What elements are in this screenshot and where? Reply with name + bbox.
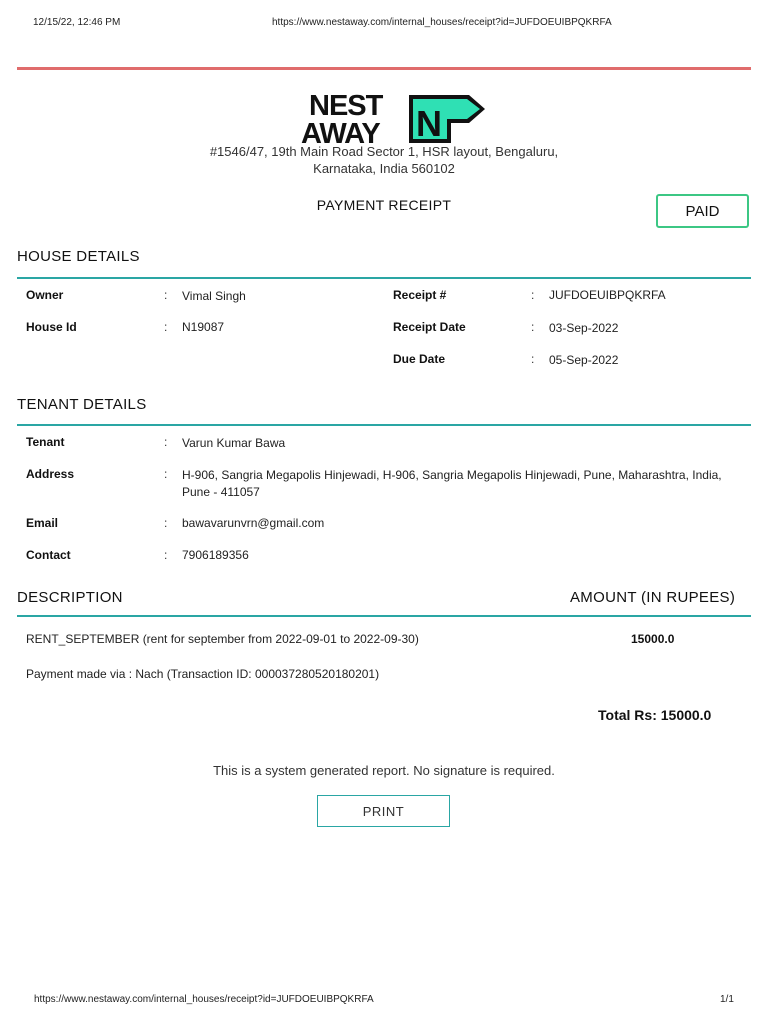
house-id-value: N19087: [182, 320, 225, 334]
tenant-details-rule: [17, 424, 751, 426]
description-rule: [17, 615, 751, 617]
description-heading: DESCRIPTION: [17, 589, 123, 606]
owner-colon: :: [164, 288, 168, 302]
status-badge: PAID: [656, 194, 749, 228]
tenant-value: Varun Kumar Bawa: [182, 436, 286, 450]
email-value: bawavarunvrn@gmail.com: [182, 516, 325, 530]
logo-line1: NEST: [309, 91, 383, 122]
logo-mark: N: [416, 103, 442, 144]
address-label: Address: [26, 467, 75, 481]
payment-method: Payment made via : Nach (Transaction ID: 000037280520180201): [26, 667, 380, 681]
print-datetime: 12/15/22, 12:46 PM: [33, 17, 121, 28]
email-label: Email: [26, 516, 59, 530]
receipt-number-value: JUFDOEUIBPQKRFA: [549, 288, 666, 302]
due-date-label: Due Date: [393, 352, 446, 366]
contact-colon: :: [164, 548, 168, 562]
page-title: PAYMENT RECEIPT: [316, 197, 452, 213]
page-number: 1/1: [720, 994, 734, 1005]
receipt-date-colon: :: [531, 320, 535, 334]
house-details-heading: HOUSE DETAILS: [17, 248, 140, 265]
owner-label: Owner: [26, 288, 64, 302]
print-button[interactable]: PRINT: [317, 795, 450, 827]
line-item-description: RENT_SEPTEMBER (rent for september from 2022-09-01 to 2022-09-30): [26, 632, 419, 646]
owner-value: Vimal Singh: [182, 289, 246, 303]
tenant-colon: :: [164, 435, 168, 449]
tenant-details-heading: TENANT DETAILS: [17, 396, 147, 413]
print-url: https://www.nestaway.com/internal_houses/receipt?id=JUFDOEUIBPQKRFA: [272, 17, 612, 28]
receipt-date-value: 03-Sep-2022: [549, 321, 619, 335]
house-details-rule: [17, 277, 751, 279]
receipt-number-label: Receipt #: [393, 288, 447, 302]
system-note: This is a system generated report. No signature is required.: [213, 763, 555, 778]
receipt-number-colon: :: [531, 288, 535, 302]
footer-url: https://www.nestaway.com/internal_houses/receipt?id=JUFDOEUIBPQKRFA: [34, 994, 374, 1005]
due-date-colon: :: [531, 352, 535, 366]
house-id-colon: :: [164, 320, 168, 334]
email-colon: :: [164, 516, 168, 530]
company-address-line1: #1546/47, 19th Main Road Sector 1, HSR layout, Bengaluru,: [209, 144, 559, 159]
receipt-date-label: Receipt Date: [393, 320, 466, 334]
tenant-label: Tenant: [26, 435, 65, 449]
address-colon: :: [164, 467, 168, 481]
contact-value: 7906189356: [182, 548, 249, 562]
house-id-label: House Id: [26, 320, 77, 334]
total-amount: Total Rs: 15000.0: [598, 707, 712, 723]
company-address-line2: Karnataka, India 560102: [313, 161, 455, 176]
due-date-value: 05-Sep-2022: [549, 353, 619, 367]
nestaway-logo: [301, 91, 487, 147]
line-item-amount: 15000.0: [631, 632, 675, 646]
top-divider: [17, 67, 751, 70]
amount-heading: AMOUNT (IN RUPEES): [570, 589, 736, 606]
contact-label: Contact: [26, 548, 71, 562]
logo-line2: AWAY: [301, 118, 380, 147]
address-value: H-906, Sangria Megapolis Hinjewadi, H-906, Sangria Megapolis Hinjewadi, Pune, Maharashtra, India, Pune - 411057: [182, 468, 722, 499]
